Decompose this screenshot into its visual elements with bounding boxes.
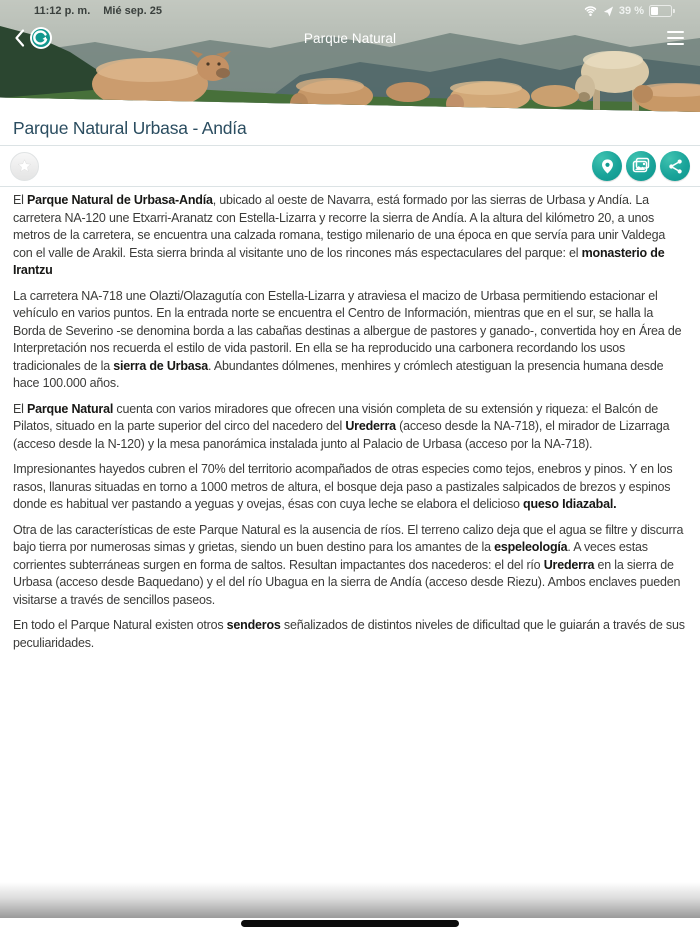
gallery-button[interactable]	[626, 151, 656, 181]
page-title: Parque Natural Urbasa - Andía	[13, 118, 247, 138]
map-button[interactable]	[592, 151, 622, 181]
share-nodes-icon	[667, 158, 684, 175]
map-pin-icon	[599, 158, 616, 175]
favorite-button[interactable]	[10, 152, 39, 181]
hamburger-menu-icon[interactable]	[665, 28, 686, 48]
bottom-toolbar	[0, 882, 700, 918]
action-row	[0, 146, 700, 186]
star-icon	[15, 157, 34, 176]
nav-bar	[0, 22, 700, 54]
paragraph: El Parque Natural de Urbasa-Andía, ubicado al oeste de Navarra, está formado por las sierras de Urbasa y Andía. La carretera NA-120 une Etxarri-Aranatz con Estella-Lizarra y recorre la sierra de Andía. A la altura del kilómetro 20, a unos metros de la carretera, se encuentra una calzada romana, testigo milenario de una época en que servía para unir Valdega con el valle de Arakil. Esta sierra brinda al visitante uno de los rincones más espectaculares del parque: el monasterio de Irantzu	[13, 193, 666, 277]
photos-icon	[632, 157, 650, 175]
article-body	[0, 187, 700, 652]
paragraph: Otra de las características de este Parque Natural es la ausencia de ríos. El terreno calizo deja que el agua se filtre y discurra bajo tierra por numerosas simas y grietas, siendo un buen destino para los amantes de la espeleología. A veces estas corrientes subterráneas surgen en forma de saltos. Resultan impactantes dos nacederos: el del río Urederra en la sierra de Urbasa (acceso desde Baquedano) y el del río Ubagua en la sierra de Andía (acceso desde Riezu). Ambos enclaves pueden visitarse a través de sencillos paseos.	[13, 522, 684, 607]
paragraph: Impresionantes hayedos cubren el 70% del territorio acompañados de otras especies como tejos, enebros y pinos. Y en los rasos, llanuras situadas en torno a 1000 metros de altura, el bosque deja paso a pastizales salpicados de brezos y espinos donde es habitual ver pastando a yeguas y ovejas, ésas con cuya leche se elabora el delicioso queso Idiazabal.	[13, 462, 673, 511]
paragraph: En todo el Parque Natural existen otros senderos señalizados de distintos niveles de dificultad que le guiarán a través de sus peculiaridades.	[13, 618, 685, 650]
app-logo-icon[interactable]	[29, 26, 53, 50]
location-arrow-icon	[603, 6, 614, 17]
main-content	[0, 112, 700, 660]
home-indicator[interactable]	[241, 920, 459, 927]
back-button[interactable]	[14, 26, 53, 50]
status-date: Mié sep. 25	[103, 5, 162, 17]
paragraph: El Parque Natural cuenta con varios miradores que ofrecen una visión completa de su extensión y riqueza: el Balcón de Pilatos, situado en la parte superior del circo del nacedero del Urederra (acceso desde la NA-718), el mirador de Lizarraga (acceso desde la N-120) y la mesa panorámica instalada junto al Palacio de Urbasa (acceso por la NA-718).	[13, 401, 670, 451]
status-time: 11:12 p. m.	[34, 5, 91, 17]
chevron-left-icon	[14, 28, 25, 48]
share-button[interactable]	[660, 151, 690, 181]
paragraph: La carretera NA-718 une Olazti/Olazagutía con Estella-Lizarra y atraviesa el macizo de Urbasa permitiendo estacionar el vehículo en varios puntos. En la entrada norte se encuentra el Centro de Información, mientras que en el sur, se halla la Borda de Severino -se denomina borda a las cabañas destinas a albergue de pastores y ganado-, convertida hoy en Área de Interpretación nos recuerda el estilo de vida pastoril. En ella se ha reproducido una carbonera recordando los usos tradicionales de la sierra de Urbasa. Abundantes dólmenes, menhires y crómlech atestiguan la presencia humana desde hace 100.000 años.	[13, 288, 682, 390]
wifi-icon	[583, 5, 598, 17]
battery-percent: 39 %	[618, 5, 644, 17]
status-bar	[0, 0, 700, 20]
battery-icon	[649, 5, 672, 17]
nav-title: Parque Natural	[303, 30, 397, 46]
